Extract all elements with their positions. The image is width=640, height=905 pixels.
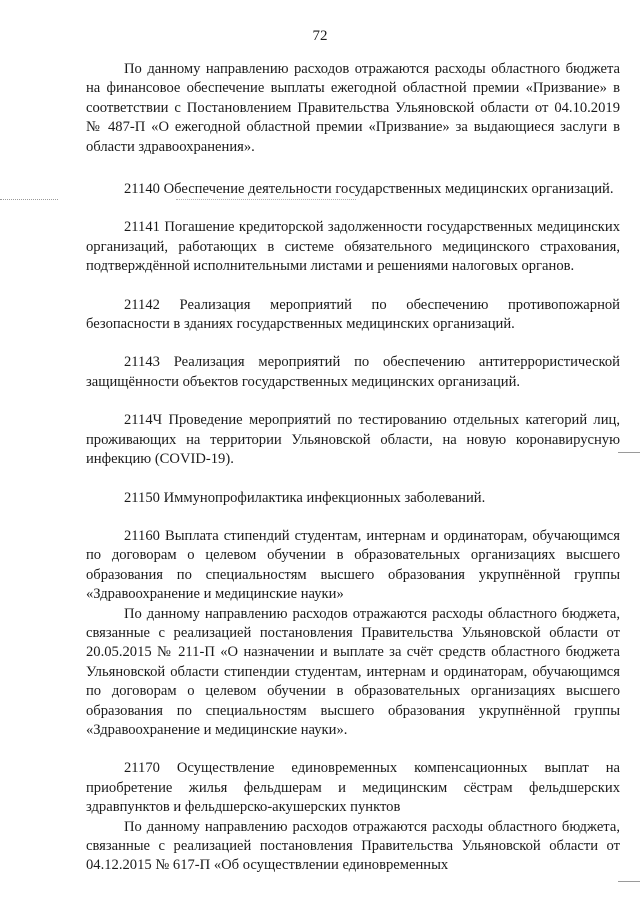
paragraph: 2114Ч Проведение мероприятий по тестированию отдельных категорий лиц, проживающих на территории Ульяновской области, на новую коронавирусную инфекцию (COVID-19). — [86, 412, 620, 468]
document-body — [86, 60, 620, 876]
scan-artifact-dash — [618, 881, 640, 882]
paragraph: 21160 Выплата стипендий студентам, интернам и ординаторам, обучающимся по договорам о целевом обучении в образовательных организациях высшего образования по специальностям высшего образования укрупнённой группы «Здравоохранение и медицинские науки» — [86, 527, 620, 603]
paragraph: 21143 Реализация мероприятий по обеспечению антитеррористической защищённости объектов государственных медицинских организаций. — [86, 354, 620, 390]
paragraph: По данному направлению расходов отражаются расходы областного бюджета, связанные с реализацией постановления Правительства Ульяновской области от 20.05.2015 № 211-П «О назначении и выплате за счёт средств областного бюджета Ульяновской области стипендии студентам, интернам и ординаторам, обучающимся по договорам о целевом обучении в образовательных организациях высшего образования по специальностям высшего образования укрупнённой группы «Здравоохранение и медицинские науки». — [86, 605, 620, 738]
page-number: 72 — [312, 28, 328, 44]
paragraph: 21142 Реализация мероприятий по обеспечению противопожарной безопасности в зданиях государственных медицинских организаций. — [86, 296, 620, 333]
paragraph: 21170 Осуществление единовременных компенсационных выплат на приобретение жилья фельдшерам и медицинским сёстрам фельдшерских здравпунктов и фельдшерско-акушерских пунктов — [86, 760, 620, 816]
paragraph: 21141 Погашение кредиторской задолженности государственных медицинских организаций, работающих в системе обязательного медицинского страхования, подтверждённой исполнительными листами и решениями налоговых органов. — [86, 219, 620, 275]
scan-artifact-dots — [0, 199, 58, 200]
paragraph: 21140 Обеспечение деятельности государственных медицинских организаций. — [124, 181, 614, 198]
paragraph: 21150 Иммунопрофилактика инфекционных заболеваний. — [124, 489, 486, 506]
paragraph: По данному направлению расходов отражаются расходы областного бюджета, связанные с реализацией постановления Правительства Ульяновской области от 04.12.2015 № 617-П «Об осуществлении единовременных — [86, 818, 620, 874]
scan-artifact-dash — [618, 452, 640, 453]
paragraph: По данному направлению расходов отражаются расходы областного бюджета на финансовое обеспечение выплаты ежегодной областной премии «Призвание» в соответствии с Постановлением Правительства Ульяновской области от 04.10.2019 № 487-П «О ежегодной областной премии «Призвание» за выдающиеся заслуги в области здравоохранения». — [86, 61, 620, 155]
